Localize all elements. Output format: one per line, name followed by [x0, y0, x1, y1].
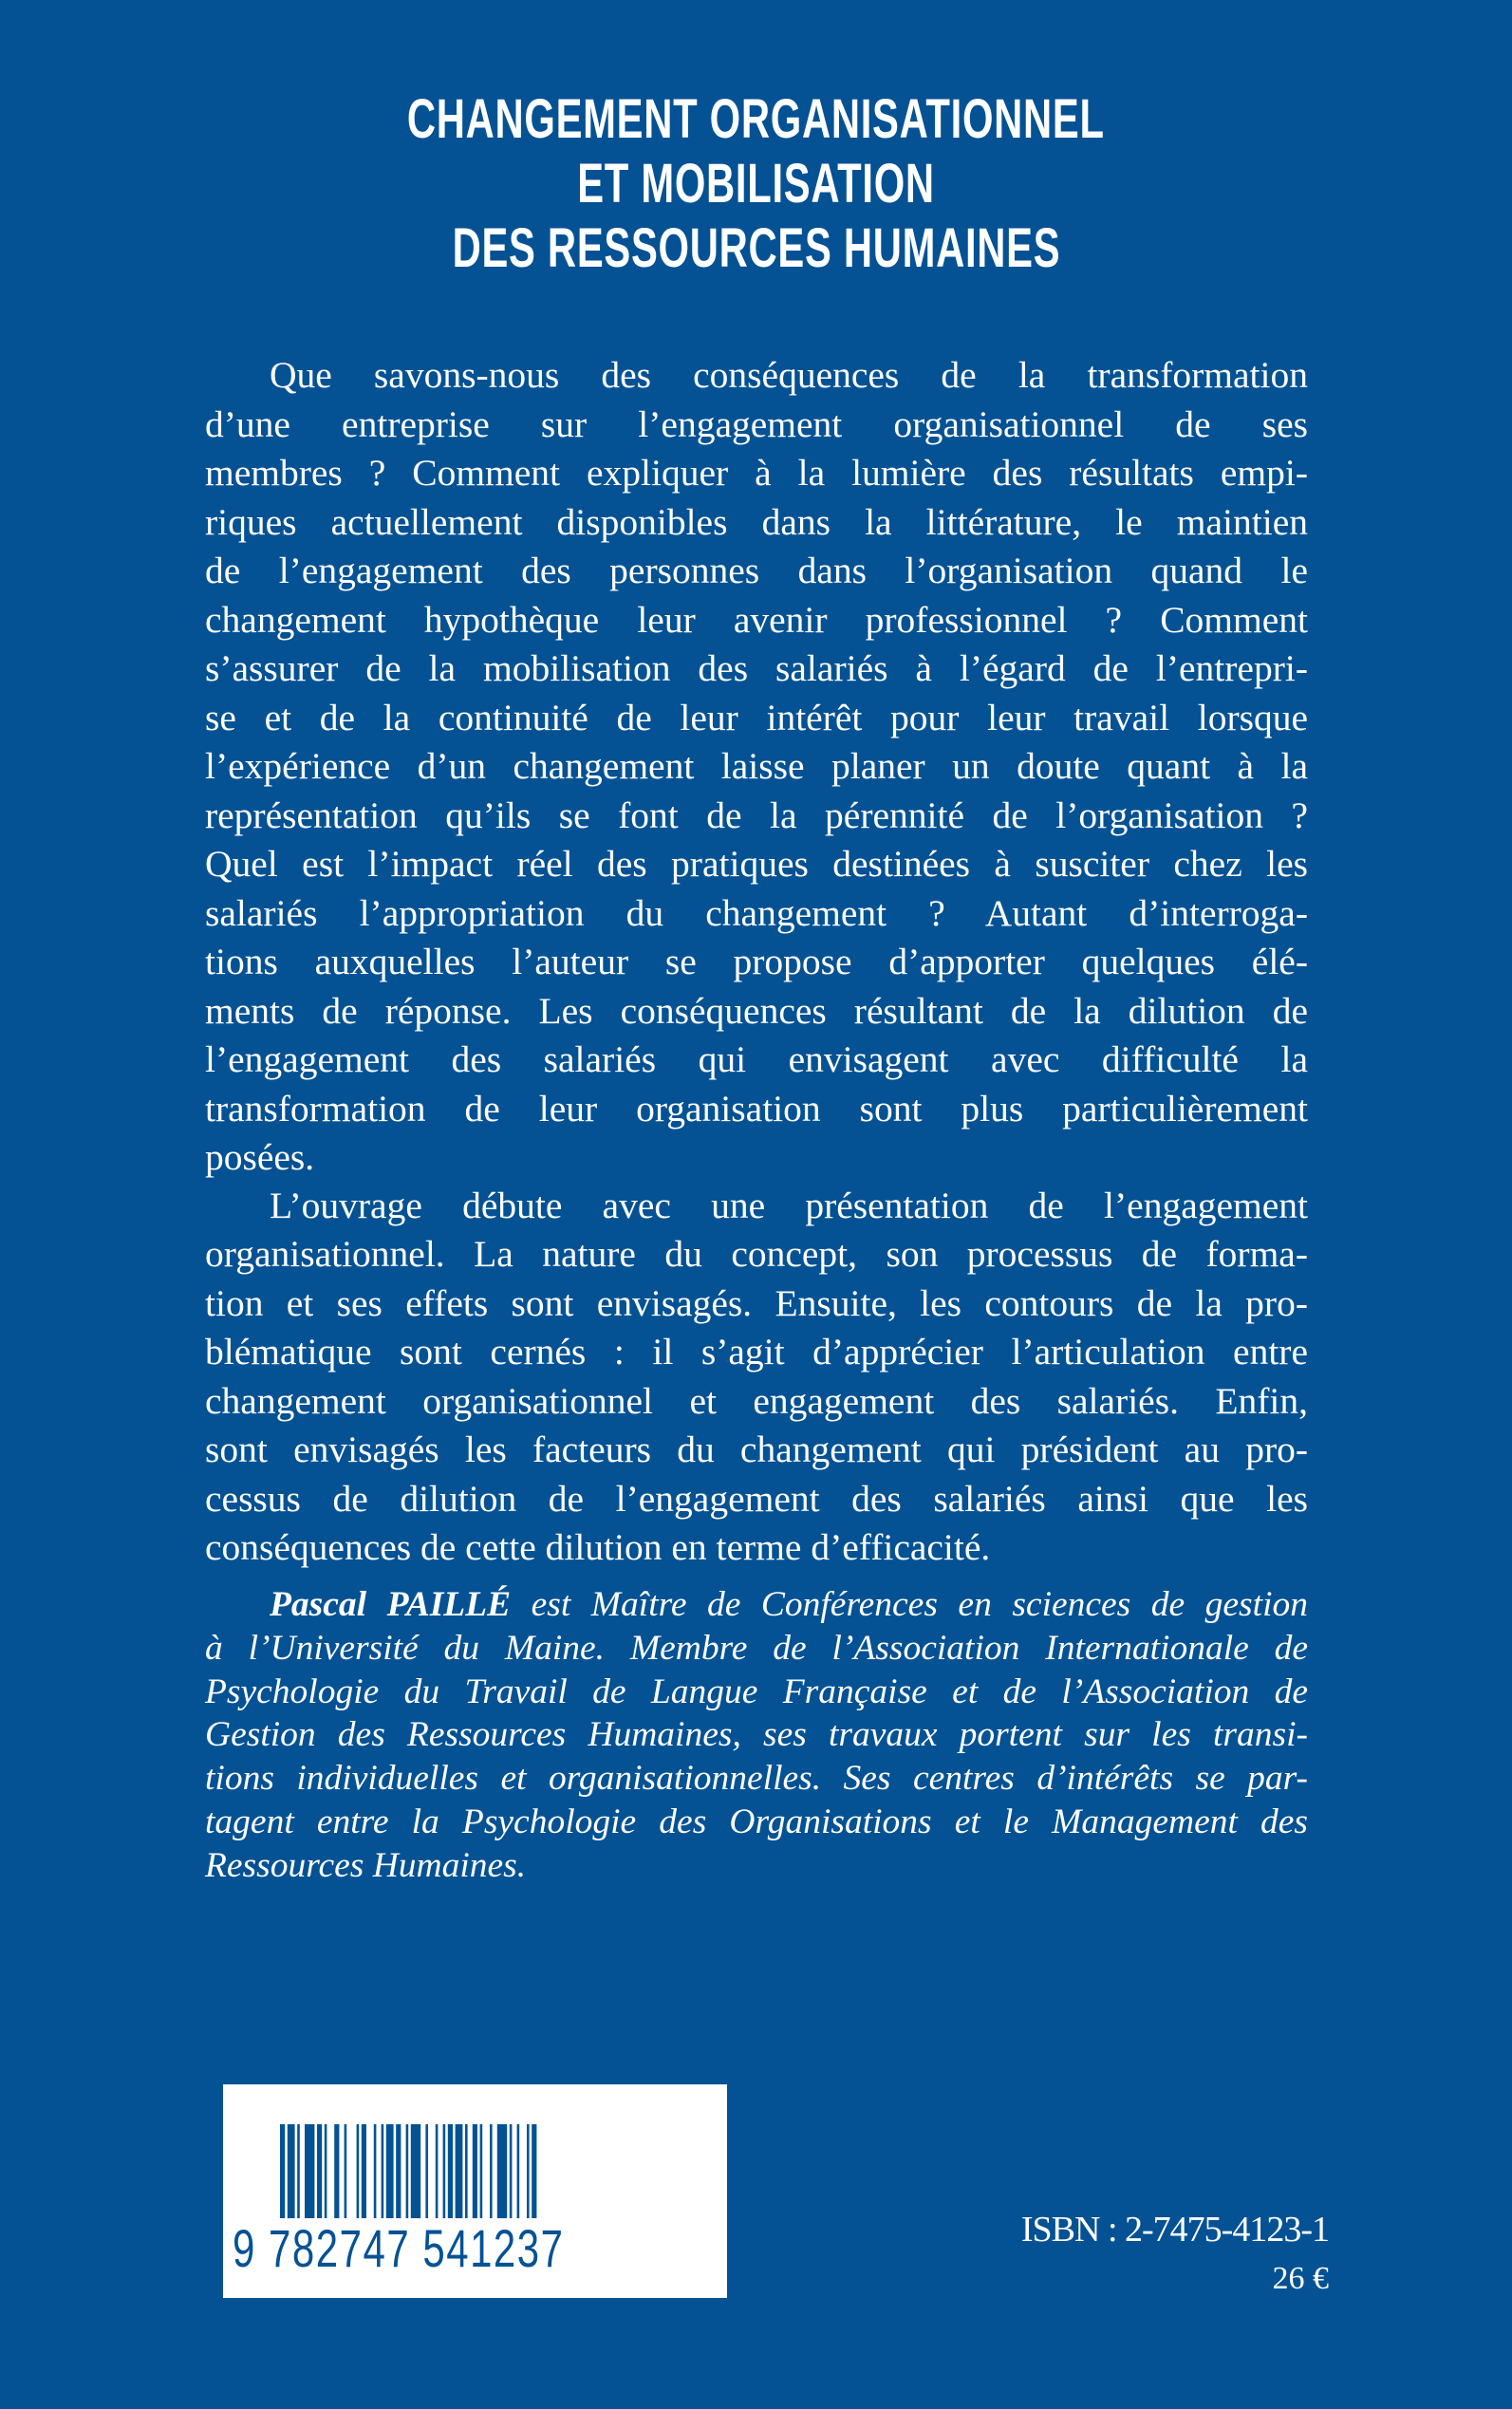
- text-line: tions auxquelles l’auteur se propose d’apporter quelques élé-: [205, 941, 1308, 982]
- blurb: [205, 351, 1308, 1573]
- text-line: membres ? Comment expliquer à la lumière des résultats empi-: [205, 452, 1308, 494]
- text-line: tagent entre la Psychologie des Organisations et le Management des: [205, 1802, 1308, 1841]
- text-line: riques actuellement disponibles dans la littérature, le maintien: [205, 500, 1308, 543]
- text-line: blématique sont cernés : il s’agit d’apprécier l’articulation entre: [205, 1331, 1308, 1373]
- title-line-text: CHANGEMENT ORGANISATIONNEL: [407, 88, 1105, 150]
- barcode-digits-text: 9 782747 541237: [233, 2218, 565, 2278]
- text-line: changement organisationnel et engagement des salariés. Enfin,: [205, 1379, 1308, 1422]
- text-line: Gestion des Ressources Humaines, ses travaux portent sur les transi-: [205, 1715, 1308, 1755]
- text-line: l’engagement des salariés qui envisagent avec difficulté la: [205, 1038, 1308, 1080]
- text-line: de l’engagement des personnes dans l’organisation quand le: [205, 550, 1308, 591]
- text-line: conséquences de cette dilution en terme d’efficacité.: [205, 1526, 991, 1568]
- text-line: sont envisagés les facteurs du changement qui président au pro-: [205, 1429, 1308, 1470]
- text-line: d’une entreprise sur l’engagement organisationnel de ses: [205, 402, 1308, 445]
- text-line: l’expérience d’un changement laisse planer un doute quant à la: [205, 745, 1308, 787]
- text-line: se et de la continuité de leur intérêt pour leur travail lorsque: [205, 696, 1308, 738]
- text-line: représentation qu’ils se font de la pérennité de l’organisation ?: [205, 794, 1308, 836]
- title-line: [0, 87, 1512, 152]
- isbn: ISBN : 2-7475-4123-1: [1020, 2210, 1329, 2250]
- text-line: à l’Université du Maine. Membre de l’Association Internationale de: [205, 1628, 1308, 1668]
- blurb-paragraph-1: [205, 351, 1308, 1183]
- barcode: [223, 2084, 727, 2298]
- text-line: Que savons-nous des conséquences de la transformation: [270, 354, 1308, 396]
- book-title: [0, 87, 1512, 281]
- title-line-text: DES RESSOURCES HUMAINES: [452, 217, 1060, 279]
- blurb-paragraph-2: [205, 1182, 1308, 1573]
- text-line: [205, 1583, 1308, 1627]
- text-line: transformation de leur organisation sont plus particulièrement: [205, 1087, 1308, 1130]
- text-line: salariés l’appropriation du changement ? Autant d’interroga-: [205, 891, 1308, 934]
- text-line: posées.: [205, 1136, 315, 1178]
- title-line-text: ET MOBILISATION: [577, 153, 935, 215]
- text-line: organisationnel. La nature du concept, son processus de forma-: [205, 1233, 1308, 1275]
- title-line: [0, 216, 1512, 281]
- barcode-digits: [233, 2217, 565, 2279]
- text-line: tion et ses effets sont envisagés. Ensuite, les contours de la pro-: [205, 1281, 1308, 1324]
- author-text: est Maître de Conférences en sciences de gestion: [511, 1585, 1308, 1624]
- text-line: L’ouvrage débute avec une présentation de l’engagement: [270, 1184, 1308, 1226]
- text-line: s’assurer de la mobilisation des salariés à l’égard de l’entrepri-: [205, 647, 1308, 689]
- author-name: Pascal PAILLÉ: [270, 1585, 512, 1624]
- text-line: ments de réponse. Les conséquences résultant de la dilution de: [205, 989, 1308, 1032]
- price: 26 €: [1272, 2261, 1329, 2296]
- author-bio: [205, 1583, 1308, 1888]
- text-line: tions individuelles et organisationnelles. Ses centres d’intérêts se par-: [205, 1759, 1308, 1799]
- text-line: Ressources Humaines.: [205, 1845, 527, 1885]
- text-line: cessus de dilution de l’engagement des salariés ainsi que les: [205, 1477, 1308, 1520]
- text-line: changement hypothèque leur avenir professionnel ? Comment: [205, 598, 1308, 641]
- text-line: Psychologie du Travail de Langue Française et de l’Association de: [205, 1671, 1308, 1711]
- title-line: [0, 152, 1512, 216]
- text-line: Quel est l’impact réel des pratiques destinées à susciter chez les: [205, 843, 1308, 885]
